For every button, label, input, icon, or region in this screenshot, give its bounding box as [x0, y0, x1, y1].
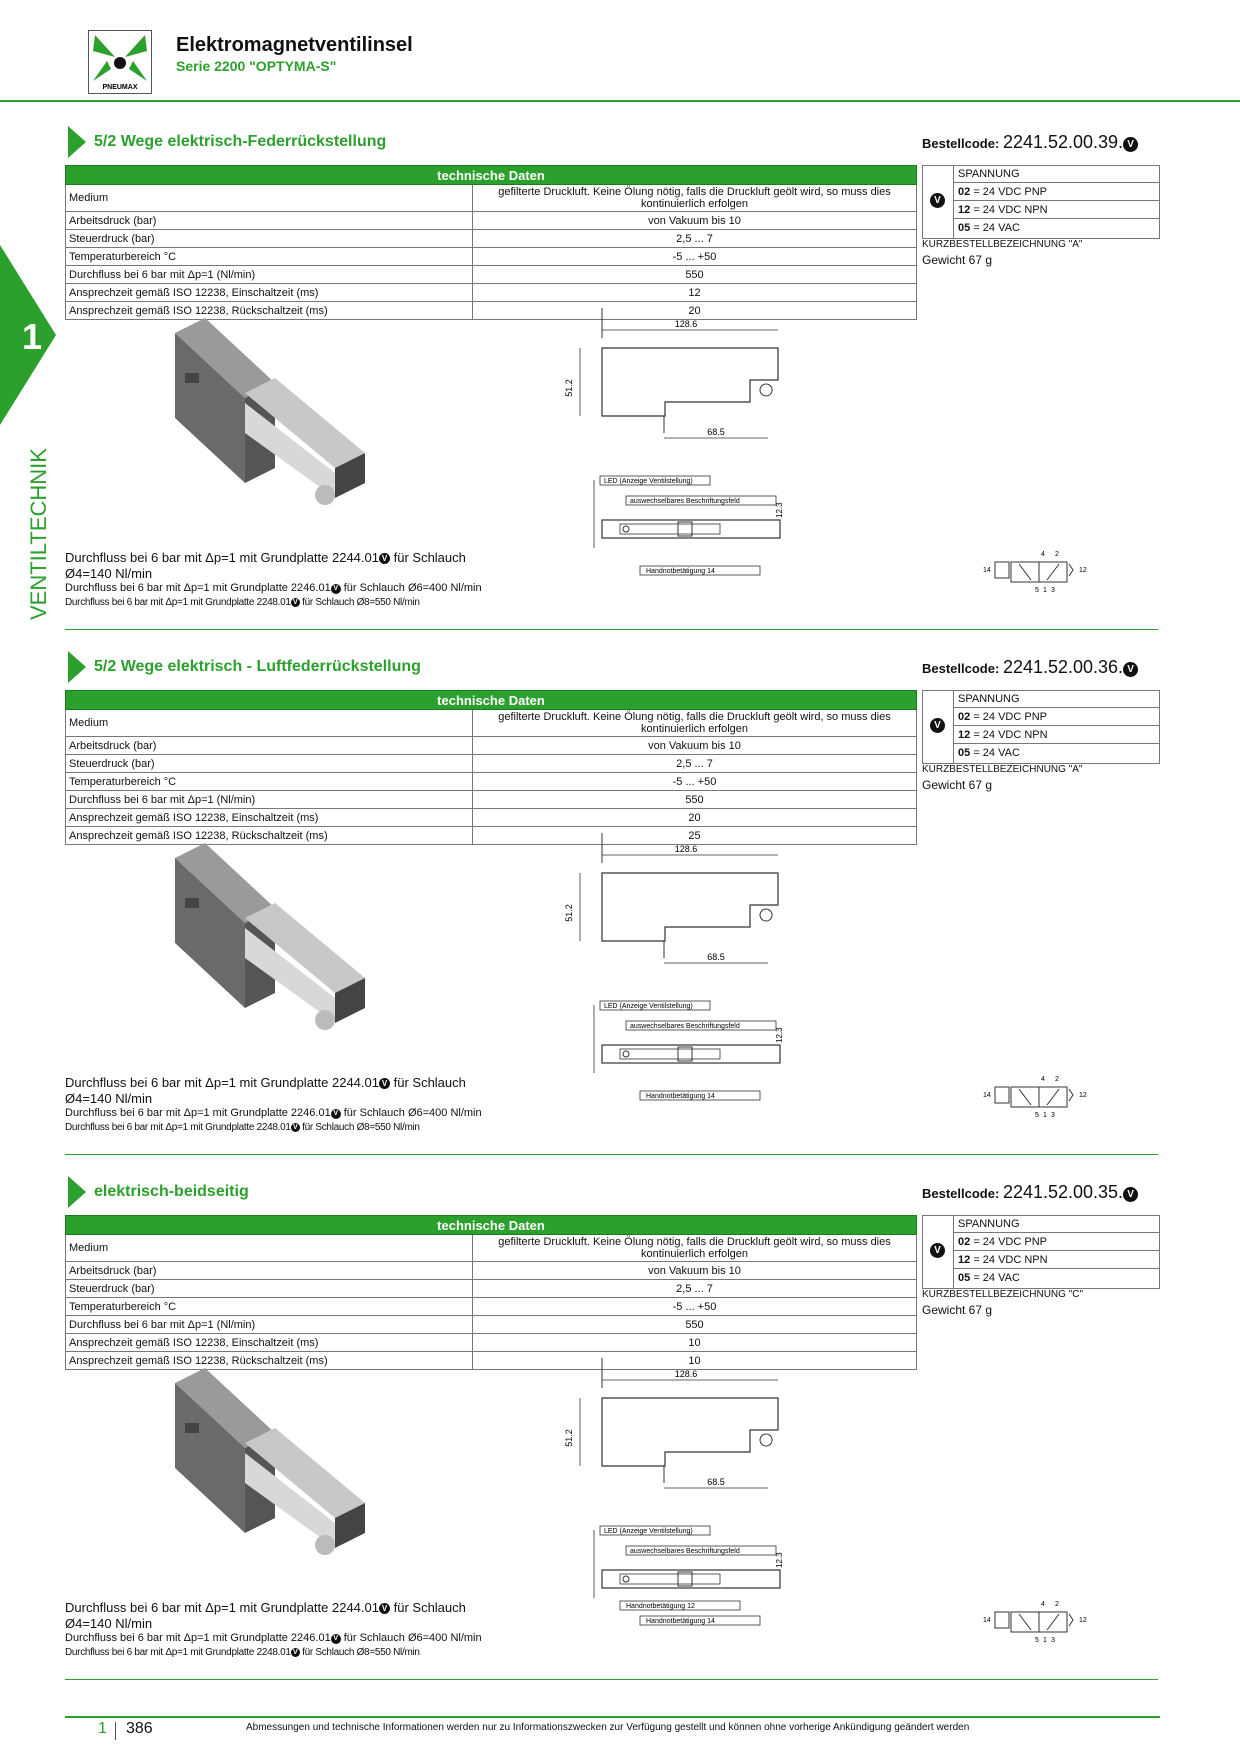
table-row: [66, 710, 917, 737]
dimension-drawing: [560, 1358, 860, 1658]
brand-logo: [88, 30, 152, 94]
row-value: -5 ... +50: [473, 773, 917, 791]
product-section: [0, 1158, 1240, 1683]
svg-text:2: 2: [1055, 1601, 1059, 1608]
svg-text:LED (Anzeige Ventilstellung): LED (Anzeige Ventilstellung): [604, 1003, 693, 1010]
svg-text:12: 12: [1079, 1092, 1087, 1099]
footer-chapter: 1: [98, 1720, 107, 1737]
row-value: 2,5 ... 7: [473, 1280, 917, 1298]
row-value: -5 ... +50: [473, 1298, 917, 1316]
svg-text:68.5: 68.5: [707, 1477, 725, 1487]
svg-text:3: 3: [1051, 587, 1055, 594]
voltage-badge-icon: V: [930, 718, 945, 733]
short-order-code: KURZBESTELLBEZEICHNUNG "A": [922, 764, 1083, 775]
row-label: Arbeitsdruck (bar): [66, 1262, 473, 1280]
order-code-value: 2241.52.00.36.: [1002, 657, 1124, 677]
table-row: [66, 230, 917, 248]
table-row: [66, 1280, 917, 1298]
order-code-value: 2241.52.00.35.: [1002, 1182, 1124, 1202]
flow-note-2244: Durchfluss bei 6 bar mit Δp=1 mit Grundplatte 2244.01 V für Schlauch Ø4=140 Nl/min: [65, 1600, 466, 1631]
voltage-option: 12 = 24 VDC NPN: [954, 1252, 1159, 1269]
voltage-table: [922, 165, 1160, 239]
svg-text:LED (Anzeige Ventilstellung): LED (Anzeige Ventilstellung): [604, 1528, 693, 1535]
row-value: von Vakuum bis 10: [473, 1262, 917, 1280]
voltage-badge-icon: V: [1123, 662, 1138, 677]
order-code: [922, 132, 1138, 153]
table-row: [66, 1298, 917, 1316]
voltage-badge-icon: V: [1123, 137, 1138, 152]
voltage-badge-icon: V: [930, 193, 945, 208]
table-row: [66, 266, 917, 284]
row-label: Temperaturbereich °C: [66, 1298, 473, 1316]
row-label: Ansprechzeit gemäß ISO 12238, Einschaltzeit (ms): [66, 284, 473, 302]
row-label: Steuerdruck (bar): [66, 230, 473, 248]
flow-note-2246: Durchfluss bei 6 bar mit Δp=1 mit Grundplatte 2246.01 V für Schlauch Ø6=400 Nl/min: [65, 582, 482, 594]
row-label: Steuerdruck (bar): [66, 755, 473, 773]
svg-text:1: 1: [1043, 587, 1047, 594]
table-row: [66, 773, 917, 791]
svg-text:2: 2: [1055, 551, 1059, 558]
voltage-option: 12 = 24 VDC NPN: [954, 202, 1159, 219]
svg-text:5: 5: [1035, 587, 1039, 594]
page-title: Elektromagnetventilinsel: [176, 34, 413, 56]
row-label: Arbeitsdruck (bar): [66, 212, 473, 230]
row-value: 550: [473, 1316, 917, 1334]
voltage-header: SPANNUNG: [954, 1216, 1159, 1233]
voltage-option: 05 = 24 VAC: [958, 222, 1020, 234]
product-section: [0, 633, 1240, 1158]
short-order-code: KURZBESTELLBEZEICHNUNG "C": [922, 1289, 1084, 1300]
table-header: technische Daten: [66, 691, 917, 710]
table-row: [66, 185, 917, 212]
row-label: Temperaturbereich °C: [66, 773, 473, 791]
row-label: Medium: [66, 185, 473, 212]
flow-note-2244: Durchfluss bei 6 bar mit Δp=1 mit Grundplatte 2244.01 V für Schlauch Ø4=140 Nl/min: [65, 1075, 466, 1106]
voltage-header: SPANNUNG: [954, 166, 1159, 183]
svg-text:4: 4: [1041, 1601, 1045, 1608]
pneumatic-symbol: [975, 548, 1105, 598]
svg-text:51.2: 51.2: [564, 1429, 574, 1447]
svg-text:auswechselbares Beschriftungsf: auswechselbares Beschriftungsfeld: [630, 498, 740, 505]
voltage-table: [922, 690, 1160, 764]
svg-text:1: 1: [1043, 1112, 1047, 1119]
table-row: [66, 284, 917, 302]
table-row: [66, 809, 917, 827]
svg-text:14: 14: [983, 1617, 991, 1624]
svg-text:51.2: 51.2: [564, 379, 574, 397]
svg-text:1: 1: [1043, 1637, 1047, 1644]
footer-separator: [115, 1722, 116, 1740]
svg-text:12: 12: [1079, 1617, 1087, 1624]
row-value: gefilterte Druckluft. Keine Ölung nötig, falls die Druckluft geölt wird, so muss dies kontinuierlich erfolgen: [473, 185, 917, 212]
manual-12-label: Handnotbetätigung 12: [626, 1603, 695, 1610]
voltage-option: 12 = 24 VDC NPN: [954, 727, 1159, 744]
row-value: 10: [473, 1334, 917, 1352]
row-value: -5 ... +50: [473, 248, 917, 266]
short-order-code: KURZBESTELLBEZEICHNUNG "A": [922, 239, 1083, 250]
dimension-drawing: [560, 308, 860, 608]
svg-text:68.5: 68.5: [707, 952, 725, 962]
svg-text:14: 14: [983, 1092, 991, 1099]
section-title: 5/2 Wege elektrisch-Federrückstellung: [94, 133, 387, 150]
section-title: elektrisch-beidseitig: [94, 1183, 249, 1200]
row-value: 2,5 ... 7: [473, 230, 917, 248]
product-section: [0, 108, 1240, 633]
weight: Gewicht 67 g: [922, 253, 993, 267]
tech-data-table: [65, 690, 917, 845]
row-value: 2,5 ... 7: [473, 755, 917, 773]
voltage-badge-icon: V: [1123, 1187, 1138, 1202]
voltage-option: 02 = 24 VDC PNP: [954, 709, 1159, 726]
section-divider: [65, 1154, 1158, 1155]
svg-text:12.3: 12.3: [775, 1552, 784, 1568]
row-label: Ansprechzeit gemäß ISO 12238, Rückschaltzeit (ms): [66, 1352, 473, 1370]
svg-text:12.3: 12.3: [775, 1027, 784, 1043]
voltage-option: 05 = 24 VAC: [958, 1272, 1020, 1284]
svg-text:128.6: 128.6: [674, 319, 698, 329]
flow-note-2246: Durchfluss bei 6 bar mit Δp=1 mit Grundplatte 2246.01 V für Schlauch Ø6=400 Nl/min: [65, 1632, 482, 1644]
row-value: 20: [473, 809, 917, 827]
row-label: Ansprechzeit gemäß ISO 12238, Rückschaltzeit (ms): [66, 827, 473, 845]
table-header: technische Daten: [66, 1216, 917, 1235]
voltage-option: 02 = 24 VDC PNP: [954, 184, 1159, 201]
row-value: gefilterte Druckluft. Keine Ölung nötig, falls die Druckluft geölt wird, so muss dies kontinuierlich erfolgen: [473, 1235, 917, 1262]
table-row: [66, 737, 917, 755]
svg-text:auswechselbares Beschriftungsf: auswechselbares Beschriftungsfeld: [630, 1023, 740, 1030]
pneumatic-symbol: [975, 1598, 1105, 1648]
row-label: Ansprechzeit gemäß ISO 12238, Einschaltzeit (ms): [66, 809, 473, 827]
disclaimer: Abmessungen und technische Informationen werden nur zu Informationszwecken zur Verfügung gestellt und können ohne vorherige Ankündigung geändert werden: [246, 1722, 970, 1733]
section-divider: [65, 1679, 1158, 1680]
footer-divider: [65, 1716, 1160, 1718]
section-arrow-icon: [68, 126, 86, 158]
section-divider: [65, 629, 1158, 630]
voltage-badge-icon: V: [930, 1243, 945, 1258]
svg-text:2: 2: [1055, 1076, 1059, 1083]
valve-product-image: [165, 838, 395, 1038]
page-number: 386: [126, 1720, 153, 1737]
row-value: 10: [473, 1352, 917, 1370]
row-value: 25: [473, 827, 917, 845]
row-value: gefilterte Druckluft. Keine Ölung nötig, falls die Druckluft geölt wird, so muss dies kontinuierlich erfolgen: [473, 710, 917, 737]
order-code: [922, 657, 1138, 678]
order-label: Bestellcode:: [922, 661, 1000, 676]
svg-text:5: 5: [1035, 1637, 1039, 1644]
section-arrow-icon: [68, 651, 86, 683]
row-value: 550: [473, 266, 917, 284]
section-arrow-icon: [68, 1176, 86, 1208]
tech-data-table: [65, 165, 917, 320]
dimension-drawing: [560, 833, 860, 1133]
svg-text:4: 4: [1041, 1076, 1045, 1083]
flow-note-2248: Durchfluss bei 6 bar mit Δp=1 mit Grundplatte 2248.01 V für Schlauch Ø8=550 Nl/min: [65, 1122, 420, 1133]
pneumatic-symbol: [975, 1073, 1105, 1123]
header-divider: [0, 100, 1240, 102]
row-value: 12: [473, 284, 917, 302]
order-code-value: 2241.52.00.39.: [1002, 132, 1124, 152]
table-row: [66, 1262, 917, 1280]
row-label: Ansprechzeit gemäß ISO 12238, Einschaltzeit (ms): [66, 1334, 473, 1352]
weight: Gewicht 67 g: [922, 1303, 993, 1317]
svg-text:12.3: 12.3: [775, 502, 784, 518]
order-label: Bestellcode:: [922, 136, 1000, 151]
page-subtitle: Serie 2200 "OPTYMA-S": [176, 58, 337, 74]
order-code: [922, 1182, 1138, 1203]
svg-text:Handnotbetätigung 14: Handnotbetätigung 14: [646, 568, 715, 575]
voltage-header: SPANNUNG: [954, 691, 1159, 708]
row-label: Durchfluss bei 6 bar mit Δp=1 (Nl/min): [66, 266, 473, 284]
tech-data-table: [65, 1215, 917, 1370]
table-row: [66, 1316, 917, 1334]
svg-text:14: 14: [983, 567, 991, 574]
svg-text:51.2: 51.2: [564, 904, 574, 922]
svg-text:Handnotbetätigung 14: Handnotbetätigung 14: [646, 1618, 715, 1625]
voltage-table: [922, 1215, 1160, 1289]
row-label: Durchfluss bei 6 bar mit Δp=1 (Nl/min): [66, 1316, 473, 1334]
svg-text:5: 5: [1035, 1112, 1039, 1119]
valve-product-image: [165, 1363, 395, 1563]
row-label: Temperaturbereich °C: [66, 248, 473, 266]
svg-text:128.6: 128.6: [674, 844, 698, 854]
row-label: Durchfluss bei 6 bar mit Δp=1 (Nl/min): [66, 791, 473, 809]
flow-note-2248: Durchfluss bei 6 bar mit Δp=1 mit Grundplatte 2248.01 V für Schlauch Ø8=550 Nl/min: [65, 597, 420, 608]
voltage-option: 02 = 24 VDC PNP: [954, 1234, 1159, 1251]
weight: Gewicht 67 g: [922, 778, 993, 792]
svg-text:Handnotbetätigung 14: Handnotbetätigung 14: [646, 1093, 715, 1100]
row-label: Steuerdruck (bar): [66, 1280, 473, 1298]
svg-text:12: 12: [1079, 567, 1087, 574]
valve-product-image: [165, 313, 395, 513]
order-label: Bestellcode:: [922, 1186, 1000, 1201]
chapter-number: 1: [22, 316, 43, 357]
table-row: [66, 791, 917, 809]
table-row: [66, 755, 917, 773]
row-value: 550: [473, 791, 917, 809]
logo-text: PNEUMAX: [102, 84, 138, 91]
table-row: [66, 248, 917, 266]
svg-text:68.5: 68.5: [707, 427, 725, 437]
row-value: 20: [473, 302, 917, 320]
row-value: von Vakuum bis 10: [473, 212, 917, 230]
svg-text:4: 4: [1041, 551, 1045, 558]
voltage-option: 05 = 24 VAC: [958, 747, 1020, 759]
table-row: [66, 212, 917, 230]
table-header: technische Daten: [66, 166, 917, 185]
svg-text:3: 3: [1051, 1112, 1055, 1119]
chapter-label: VENTILTECHNIK: [26, 448, 51, 620]
table-row: [66, 1235, 917, 1262]
flow-note-2246: Durchfluss bei 6 bar mit Δp=1 mit Grundplatte 2246.01 V für Schlauch Ø6=400 Nl/min: [65, 1107, 482, 1119]
row-value: von Vakuum bis 10: [473, 737, 917, 755]
section-title: 5/2 Wege elektrisch - Luftfederrückstellung: [94, 658, 421, 675]
flow-note-2248: Durchfluss bei 6 bar mit Δp=1 mit Grundplatte 2248.01 V für Schlauch Ø8=550 Nl/min: [65, 1647, 420, 1658]
row-label: Arbeitsdruck (bar): [66, 737, 473, 755]
svg-text:3: 3: [1051, 1637, 1055, 1644]
table-row: [66, 1334, 917, 1352]
svg-text:LED (Anzeige Ventilstellung): LED (Anzeige Ventilstellung): [604, 478, 693, 485]
row-label: Ansprechzeit gemäß ISO 12238, Rückschaltzeit (ms): [66, 302, 473, 320]
flow-note-2244: Durchfluss bei 6 bar mit Δp=1 mit Grundplatte 2244.01 V für Schlauch Ø4=140 Nl/min: [65, 550, 466, 581]
svg-text:128.6: 128.6: [674, 1369, 698, 1379]
row-label: Medium: [66, 710, 473, 737]
row-label: Medium: [66, 1235, 473, 1262]
svg-text:auswechselbares Beschriftungsf: auswechselbares Beschriftungsfeld: [630, 1548, 740, 1555]
